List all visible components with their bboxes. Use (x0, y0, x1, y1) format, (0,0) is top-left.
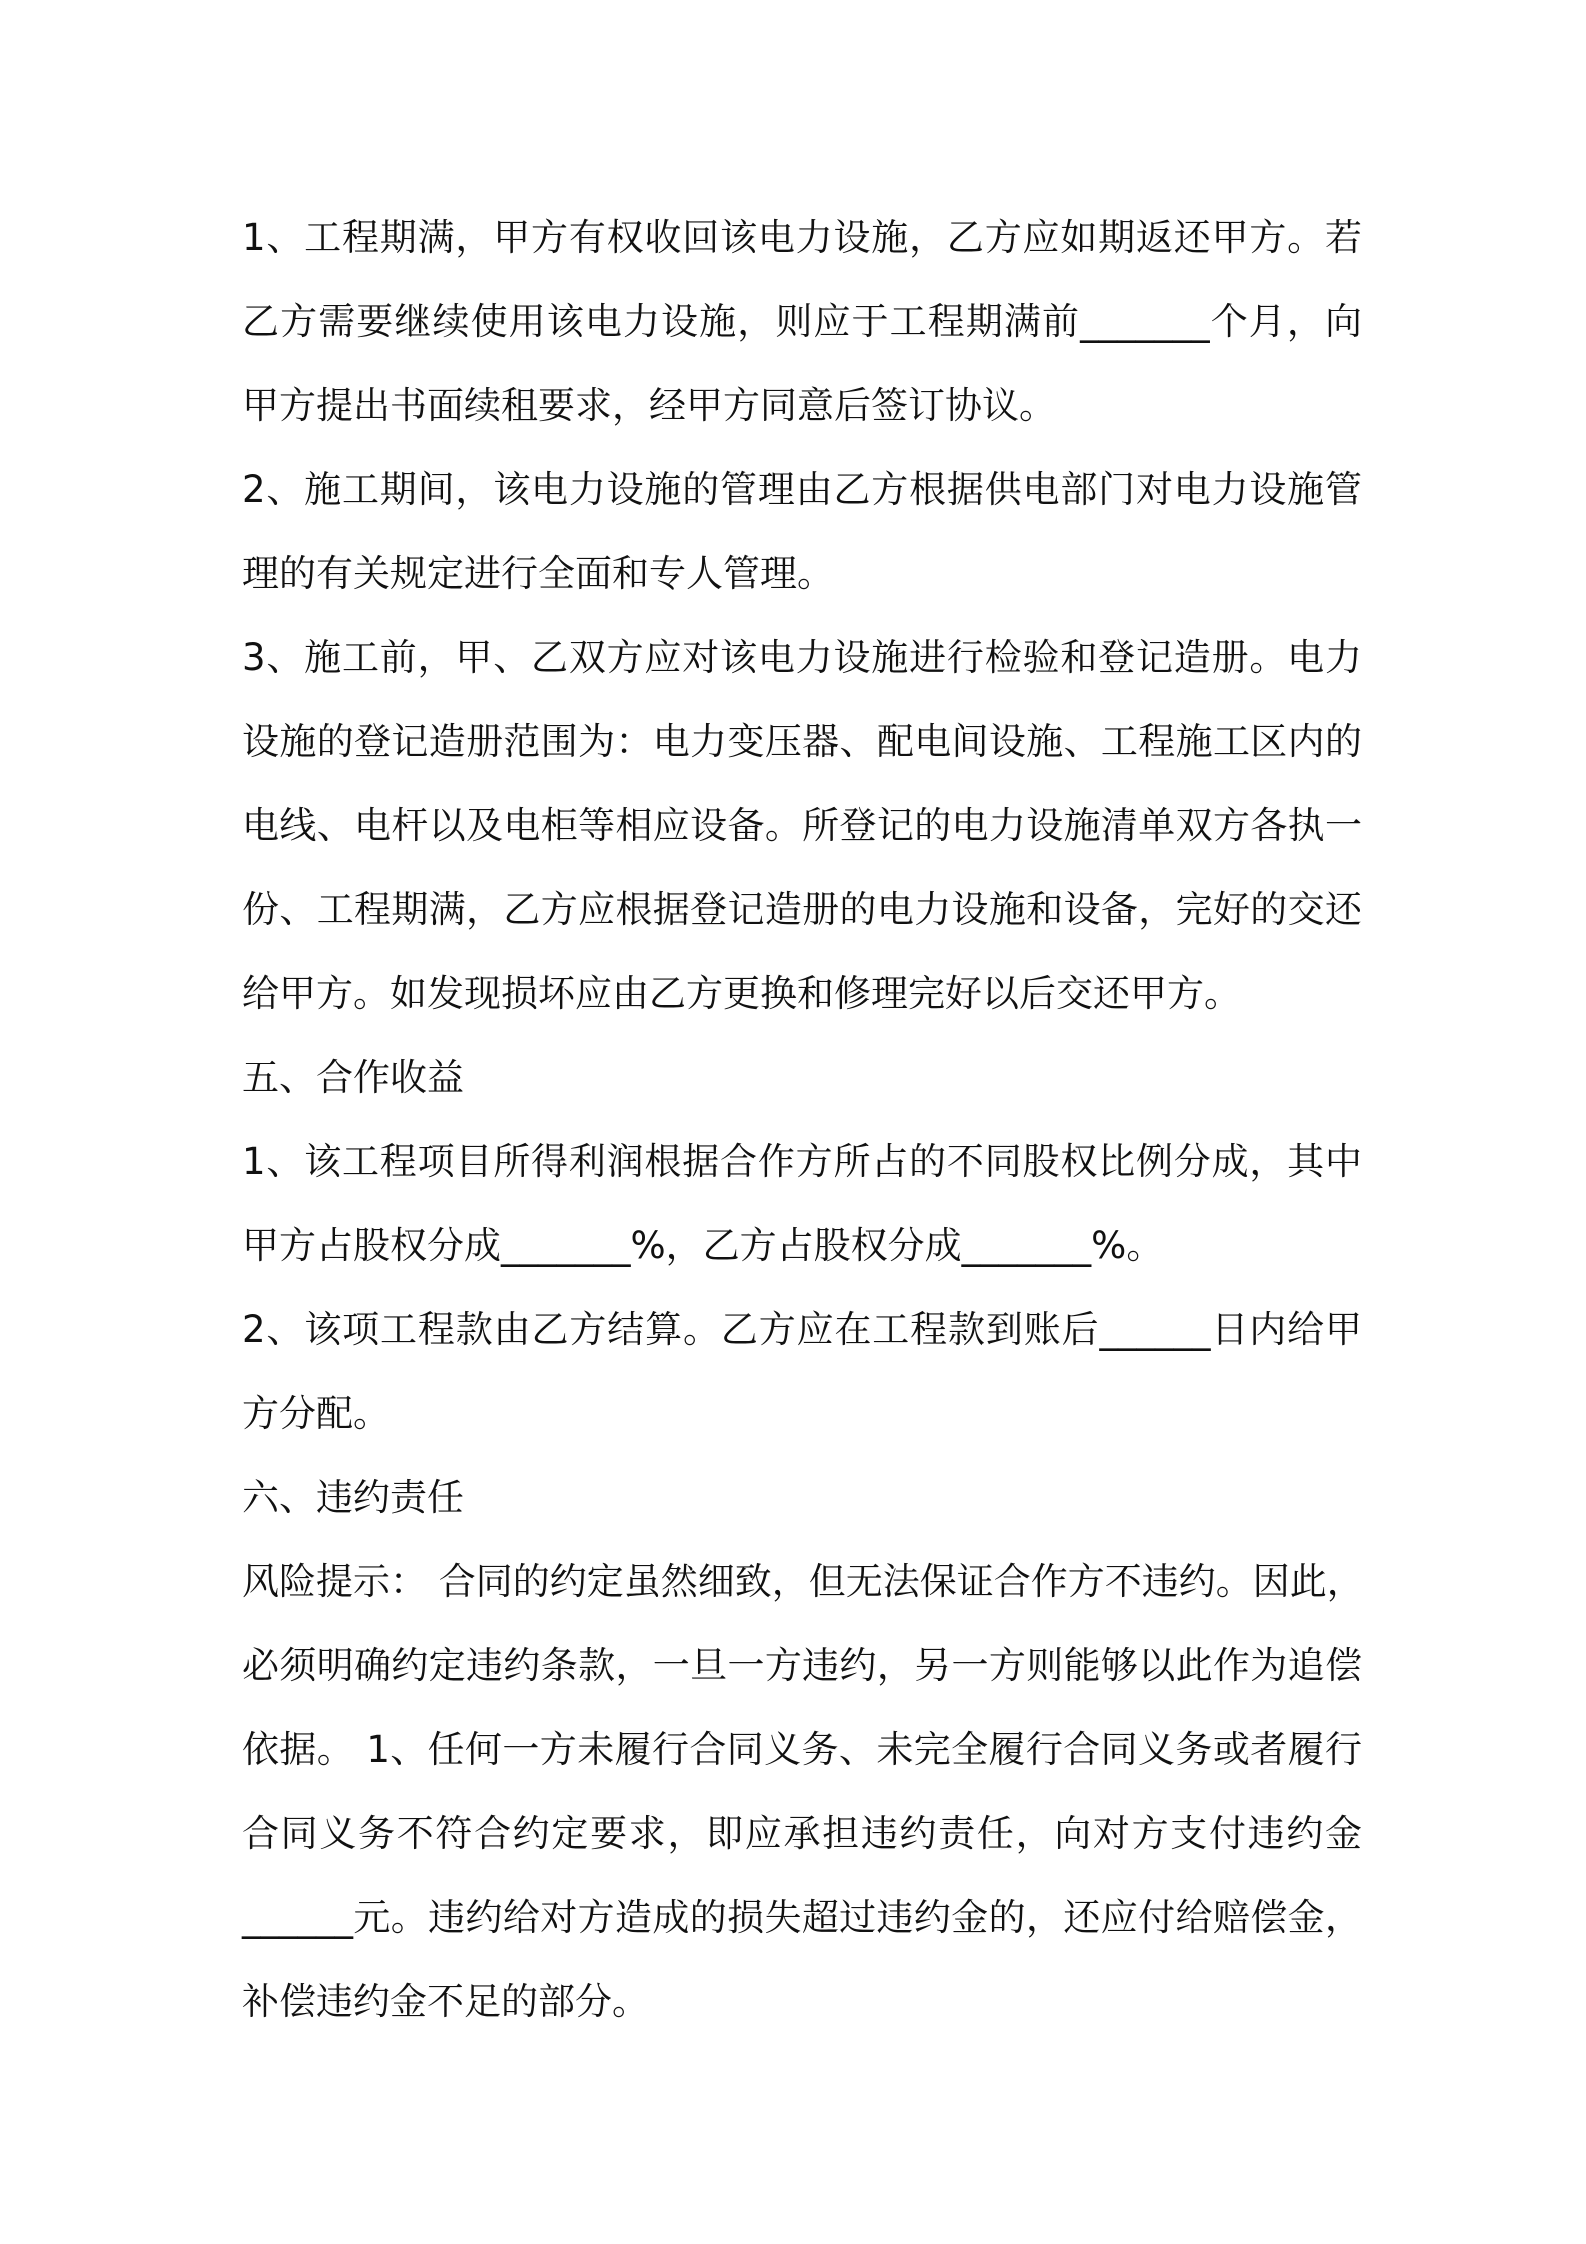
text-line: 合同义务不符合约定要求，即应承担违约责任，向对方支付违约金 (242, 1812, 1362, 1855)
text-line: 1、工程期满，甲方有权收回该电力设施，乙方应如期返还甲方。若 (242, 216, 1362, 259)
text-line: 必须明确约定违约条款，一旦一方违约，另一方则能够以此作为追偿 (242, 1644, 1362, 1687)
text-line: 方分配。 (242, 1392, 390, 1435)
text-line: 依据。 1、任何一方未履行合同义务、未完全履行合同义务或者履行 (242, 1728, 1362, 1771)
text-line: 甲方占股权分成_______%，乙方占股权分成_______%。 (242, 1224, 1164, 1267)
text-line: 乙方需要继续使用该电力设施，则应于工程期满前_______个月，向 (242, 300, 1362, 343)
text-line: 设施的登记造册范围为：电力变压器、配电间设施、工程施工区内的 (242, 720, 1362, 763)
text-line: 1、该工程项目所得利润根据合作方所占的不同股权比例分成，其中 (242, 1140, 1362, 1183)
text-line: 2、施工期间，该电力设施的管理由乙方根据供电部门对电力设施管 (242, 468, 1362, 511)
document-body (242, 196, 1362, 2044)
text-line: 风险提示： 合同的约定虽然细致，但无法保证合作方不违约。因此， (242, 1560, 1364, 1603)
text-line: 3、施工前，甲、乙双方应对该电力设施进行检验和登记造册。电力 (242, 636, 1362, 679)
text-line: 2、该项工程款由乙方结算。乙方应在工程款到账后______日内给甲 (242, 1308, 1362, 1351)
text-line: 电线、电杆以及电柜等相应设备。所登记的电力设施清单双方各执一 (242, 804, 1362, 847)
section-heading: 六、违约责任 (242, 1476, 464, 1519)
text-line: ______元。违约给对方造成的损失超过违约金的，还应付给赔偿金， (242, 1896, 1362, 1939)
text-line: 甲方提出书面续租要求，经甲方同意后签订协议。 (242, 384, 1056, 427)
text-line: 份、工程期满，乙方应根据登记造册的电力设施和设备，完好的交还 (242, 888, 1362, 931)
text-line: 给甲方。如发现损坏应由乙方更换和修理完好以后交还甲方。 (242, 972, 1241, 1015)
text-line: 理的有关规定进行全面和专人管理。 (242, 552, 834, 595)
text-line: 补偿违约金不足的部分。 (242, 1980, 649, 2023)
section-heading: 五、合作收益 (242, 1056, 464, 1099)
